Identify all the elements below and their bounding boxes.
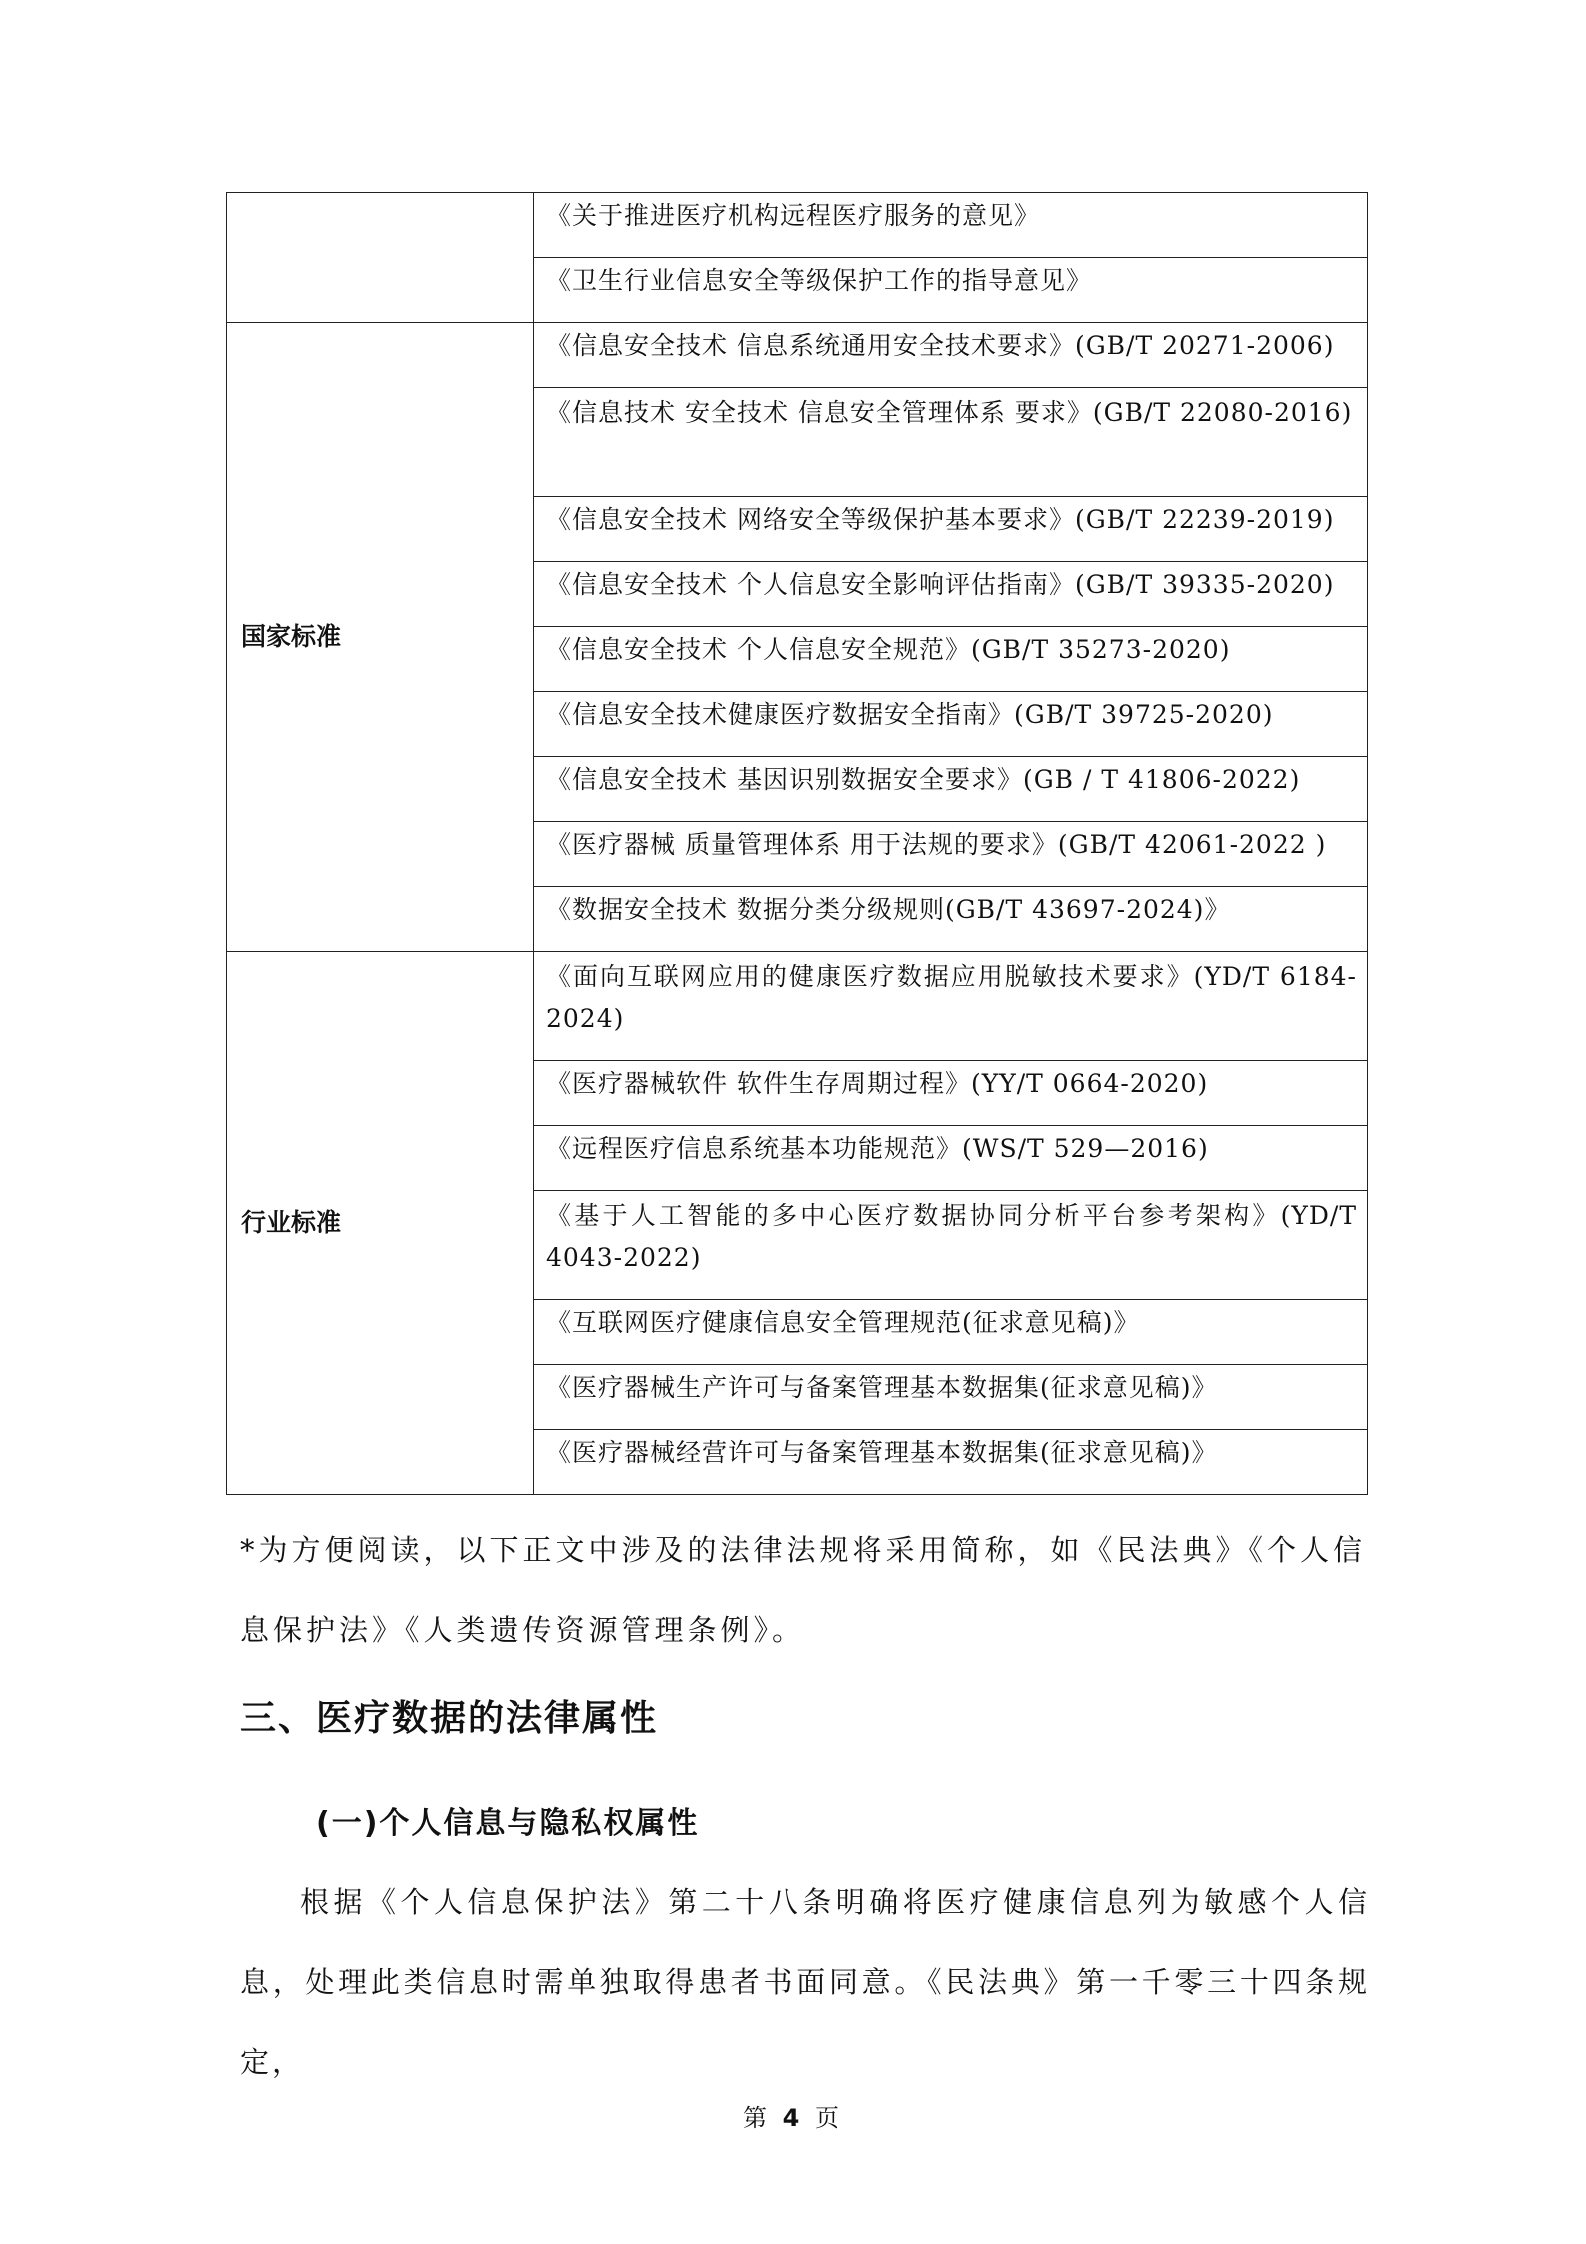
standard-title: 《医疗器械生产许可与备案管理基本数据集(征求意见稿)》 <box>546 1373 1218 1402</box>
standard-title: 《卫生行业信息安全等级保护工作的指导意见》 <box>546 266 1093 295</box>
table-row <box>534 1430 1368 1495</box>
table-row <box>534 323 1368 388</box>
table-row <box>534 562 1368 627</box>
standard-title: 《数据安全技术 数据分类分级规则(GB/T 43697-2024)》 <box>546 895 1231 924</box>
section-heading: 三、医疗数据的法律属性 <box>240 1698 659 1739</box>
standard-title: 《关于推进医疗机构远程医疗服务的意见》 <box>546 201 1041 230</box>
standard-title: 《医疗器械经营许可与备案管理基本数据集(征求意见稿)》 <box>546 1438 1218 1467</box>
standard-title: 《基于人工智能的多中心医疗数据协同分析平台参考架构》(YD/T 4043-2022) <box>546 1201 1357 1272</box>
footer-suffix: 页 <box>814 2104 843 2132</box>
table-row <box>534 1365 1368 1430</box>
table-row <box>534 1061 1368 1126</box>
table-row <box>534 887 1368 952</box>
table-row <box>534 1300 1368 1365</box>
standard-title: 《信息安全技术 个人信息安全规范》(GB/T 35273-2020) <box>546 635 1231 664</box>
body-paragraph: 根据《个人信息保护法》第二十八条明确将医疗健康信息列为敏感个人信息，处理此类信息时需单独取得患者书面同意。《民法典》第一千零三十四条规定， <box>240 1885 1370 2079</box>
table-row <box>534 757 1368 822</box>
table-row <box>534 193 1368 258</box>
table-row <box>534 1126 1368 1191</box>
table-row <box>534 627 1368 692</box>
standard-title: 《信息技术 安全技术 信息安全管理体系 要求》(GB/T 22080-2016) <box>546 398 1353 427</box>
table-row <box>534 692 1368 757</box>
standard-title: 《远程医疗信息系统基本功能规范》(WS/T 529—2016) <box>546 1134 1209 1163</box>
abbreviation-note: *为方便阅读，以下正文中涉及的法律法规将采用简称，如《民法典》《个人信息保护法》《人类遗传资源管理条例》。 <box>240 1533 1367 1647</box>
table-row <box>534 388 1368 497</box>
table-row <box>534 952 1368 1061</box>
category-cell-continued <box>227 193 534 323</box>
table-row <box>534 497 1368 562</box>
category-industry: 行业标准 <box>227 952 534 1495</box>
page-footer <box>0 2098 1586 2133</box>
subsection-heading: (一)个人信息与隐私权属性 <box>316 1806 700 1841</box>
table-row <box>534 822 1368 887</box>
table-row <box>534 1191 1368 1300</box>
category-national: 国家标准 <box>227 323 534 952</box>
footer-prefix: 第 <box>743 2104 771 2132</box>
page-number: 4 <box>782 2104 804 2132</box>
standard-title: 《信息安全技术健康医疗数据安全指南》(GB/T 39725-2020) <box>546 700 1274 729</box>
standard-title: 《信息安全技术 信息系统通用安全技术要求》(GB/T 20271-2006) <box>546 331 1335 360</box>
standard-title: 《互联网医疗健康信息安全管理规范(征求意见稿)》 <box>546 1308 1140 1337</box>
standard-title: 《信息安全技术 网络安全等级保护基本要求》(GB/T 22239-2019) <box>546 505 1335 534</box>
standard-title: 《医疗器械 质量管理体系 用于法规的要求》(GB/T 42061-2022 ) <box>546 830 1327 859</box>
standard-title: 《医疗器械软件 软件生存周期过程》(YY/T 0664-2020) <box>546 1069 1209 1098</box>
table-row <box>534 258 1368 323</box>
standard-title: 《面向互联网应用的健康医疗数据应用脱敏技术要求》(YD/T 6184-2024) <box>546 962 1357 1033</box>
standard-title: 《信息安全技术 基因识别数据安全要求》(GB / T 41806-2022) <box>546 765 1301 794</box>
standards-table <box>226 192 1368 1495</box>
standard-title: 《信息安全技术 个人信息安全影响评估指南》(GB/T 39335-2020) <box>546 570 1335 599</box>
